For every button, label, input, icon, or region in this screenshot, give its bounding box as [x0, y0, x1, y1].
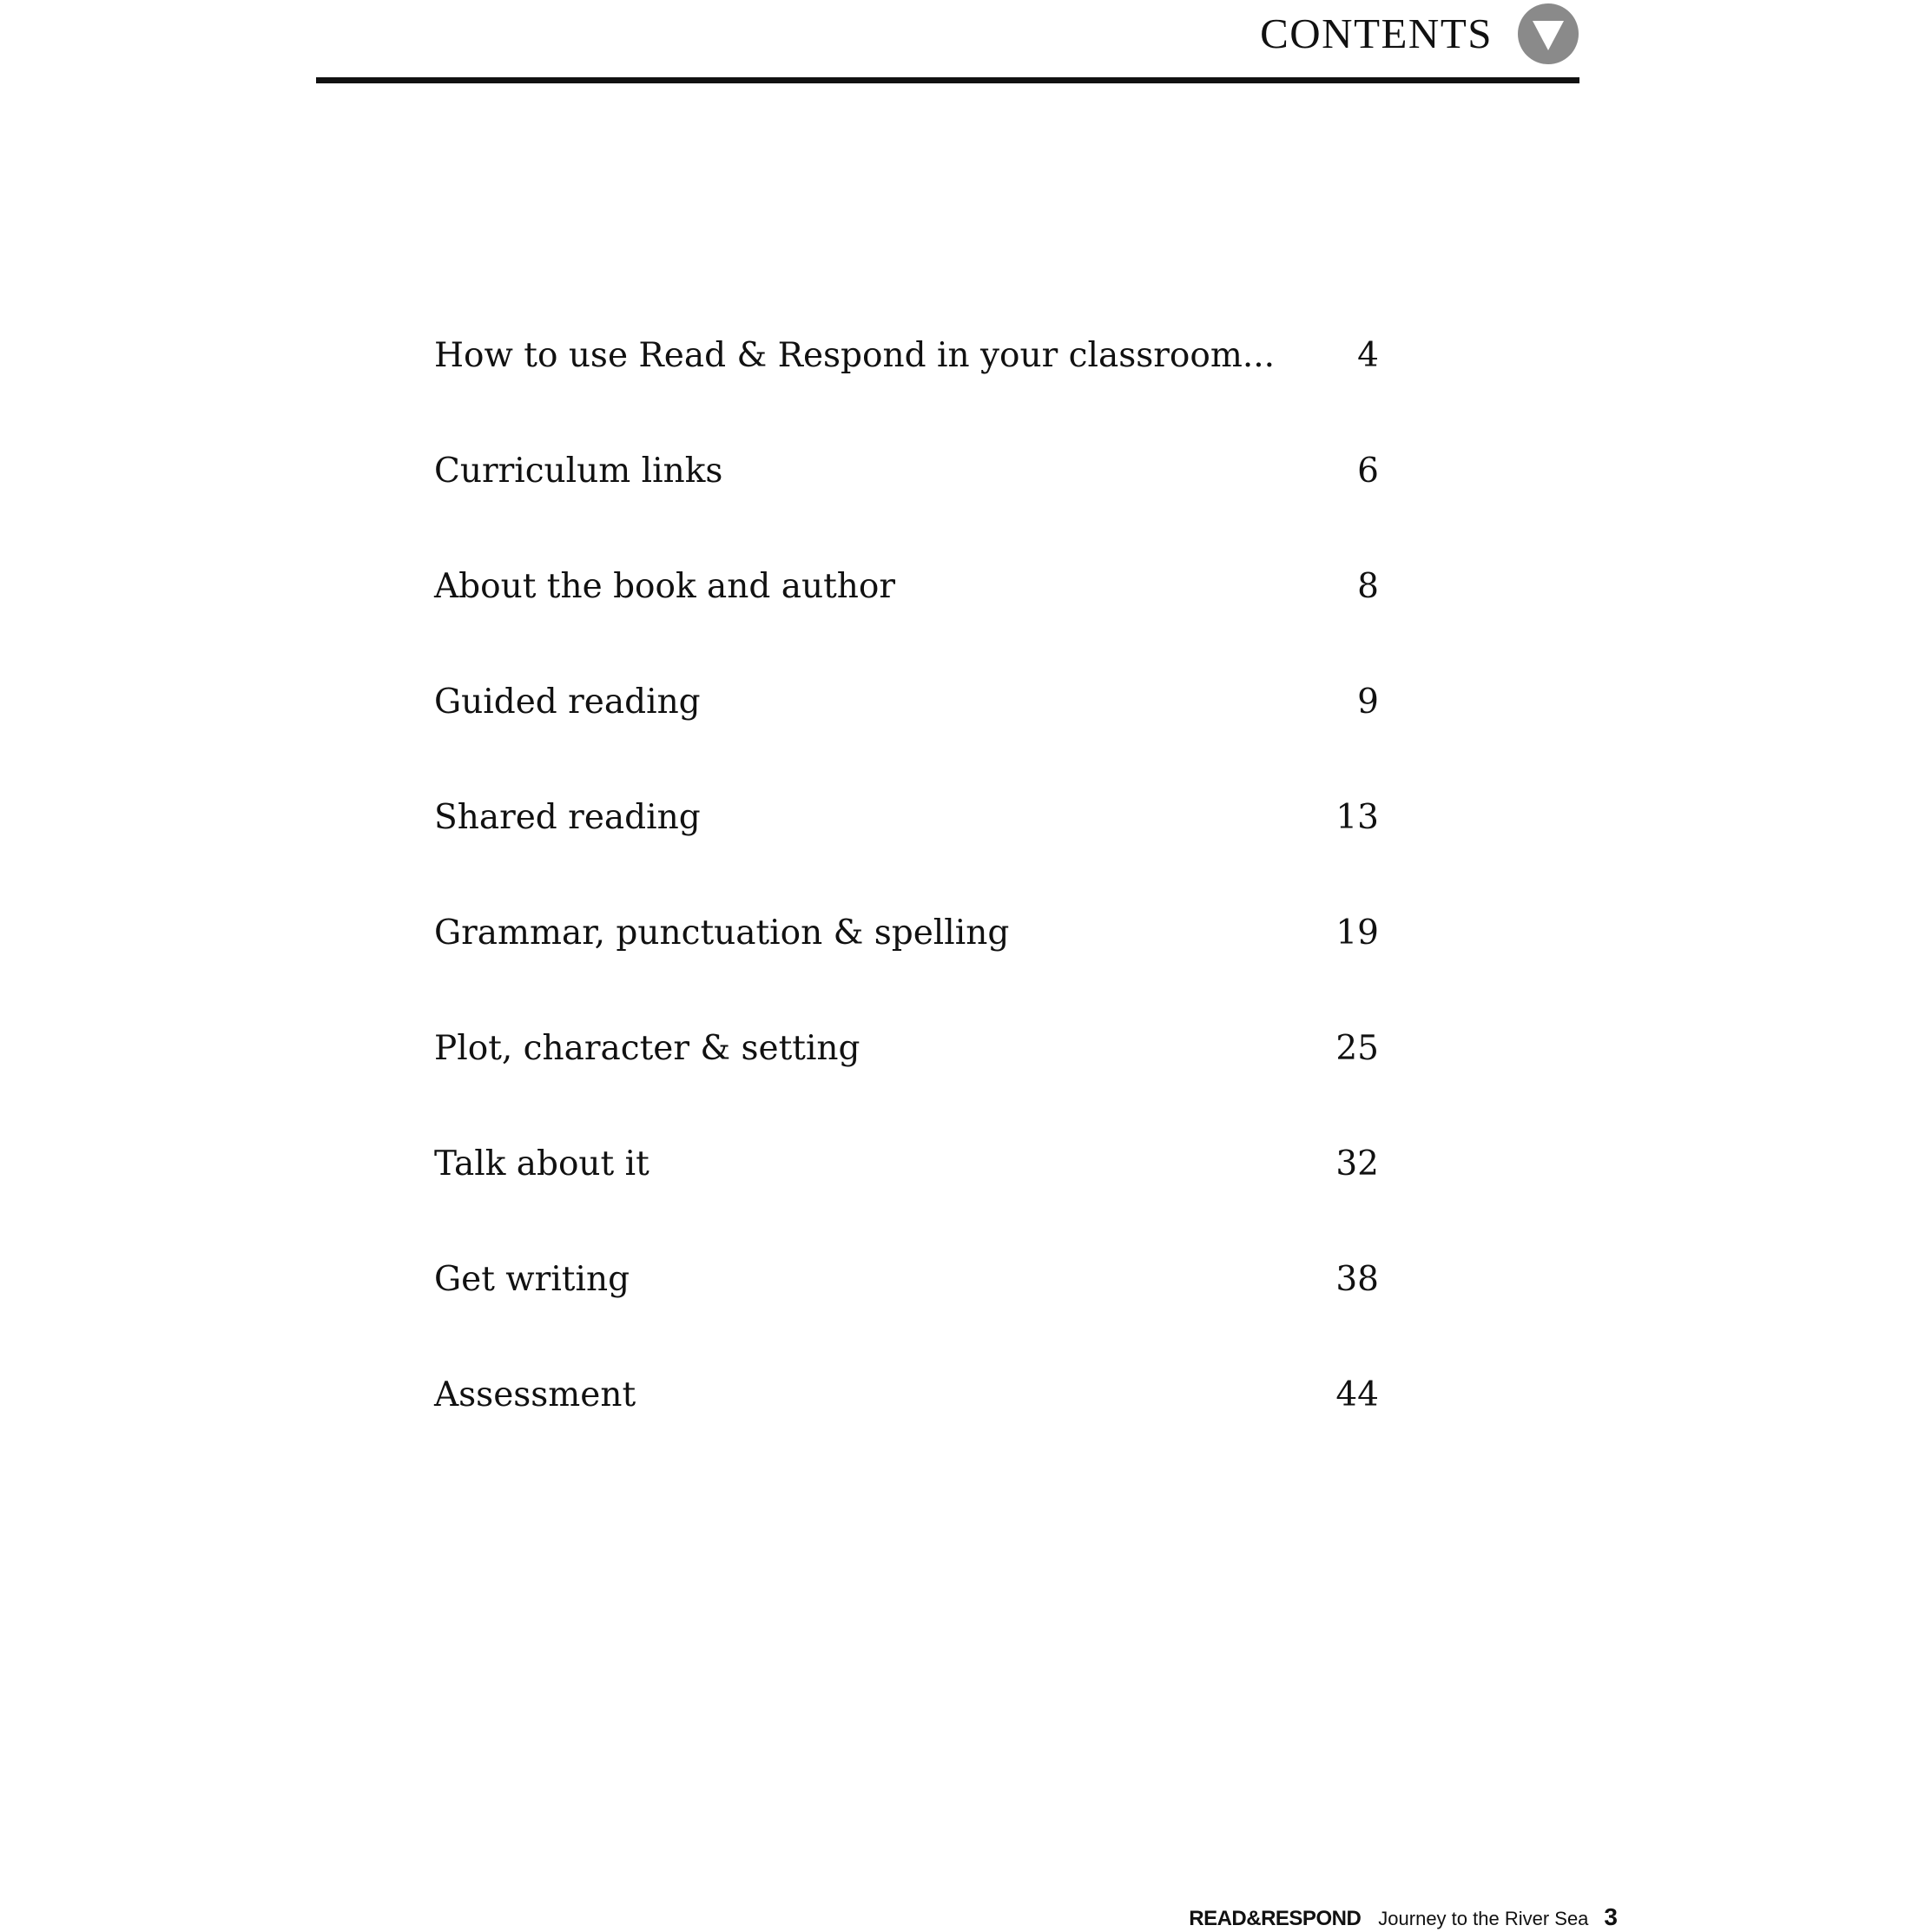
- triangle-down-circle-icon: [1518, 3, 1579, 64]
- toc-item-label: About the book and author: [434, 567, 896, 606]
- toc-item-page-number: 19: [1335, 913, 1379, 953]
- toc-item-guided-reading[interactable]: [434, 672, 1379, 788]
- page-header: [316, 0, 1579, 85]
- toc-item-label: Grammar, punctuation & spelling: [434, 913, 1010, 953]
- toc-item-label: Curriculum links: [434, 452, 723, 491]
- toc-item-label: Assessment: [434, 1375, 636, 1414]
- toc-item-page-number: 6: [1357, 452, 1379, 491]
- toc-item-label: How to use Read & Respond in your classroom...: [434, 336, 1276, 375]
- toc-item-page-number: 32: [1335, 1144, 1379, 1184]
- toc-item-curriculum-links[interactable]: [434, 441, 1379, 557]
- toc-item-label: Plot, character & setting: [434, 1029, 860, 1068]
- toc-item-page-number: 38: [1335, 1260, 1379, 1299]
- toc-item-get-writing[interactable]: [434, 1250, 1379, 1365]
- toc-item-how-to-use[interactable]: [434, 326, 1379, 441]
- page-number: 3: [1604, 1903, 1618, 1930]
- toc-item-page-number: 4: [1357, 336, 1379, 375]
- toc-item-plot-character[interactable]: [434, 1019, 1379, 1134]
- toc-item-about-book[interactable]: [434, 557, 1379, 672]
- header-divider: [316, 77, 1579, 83]
- toc-item-page-number: 13: [1335, 798, 1379, 837]
- table-of-contents: [434, 326, 1379, 1480]
- toc-item-label: Talk about it: [434, 1144, 649, 1184]
- toc-item-page-number: 8: [1357, 567, 1379, 606]
- toc-item-grammar[interactable]: [434, 903, 1379, 1019]
- toc-item-label: Get writing: [434, 1260, 630, 1299]
- toc-item-assessment[interactable]: [434, 1365, 1379, 1480]
- series-logo: READ&RESPOND: [1189, 1907, 1362, 1930]
- toc-item-page-number: 25: [1335, 1029, 1379, 1068]
- toc-item-talk-about-it[interactable]: [434, 1134, 1379, 1250]
- toc-item-page-number: 44: [1335, 1375, 1379, 1414]
- toc-item-label: Shared reading: [434, 798, 701, 837]
- page-footer: [1189, 1903, 1618, 1931]
- toc-item-shared-reading[interactable]: [434, 788, 1379, 903]
- page-title: CONTENTS: [1260, 10, 1493, 57]
- toc-item-label: Guided reading: [434, 682, 701, 722]
- toc-item-page-number: 9: [1357, 682, 1379, 722]
- book-title: Journey to the River Sea: [1378, 1908, 1589, 1929]
